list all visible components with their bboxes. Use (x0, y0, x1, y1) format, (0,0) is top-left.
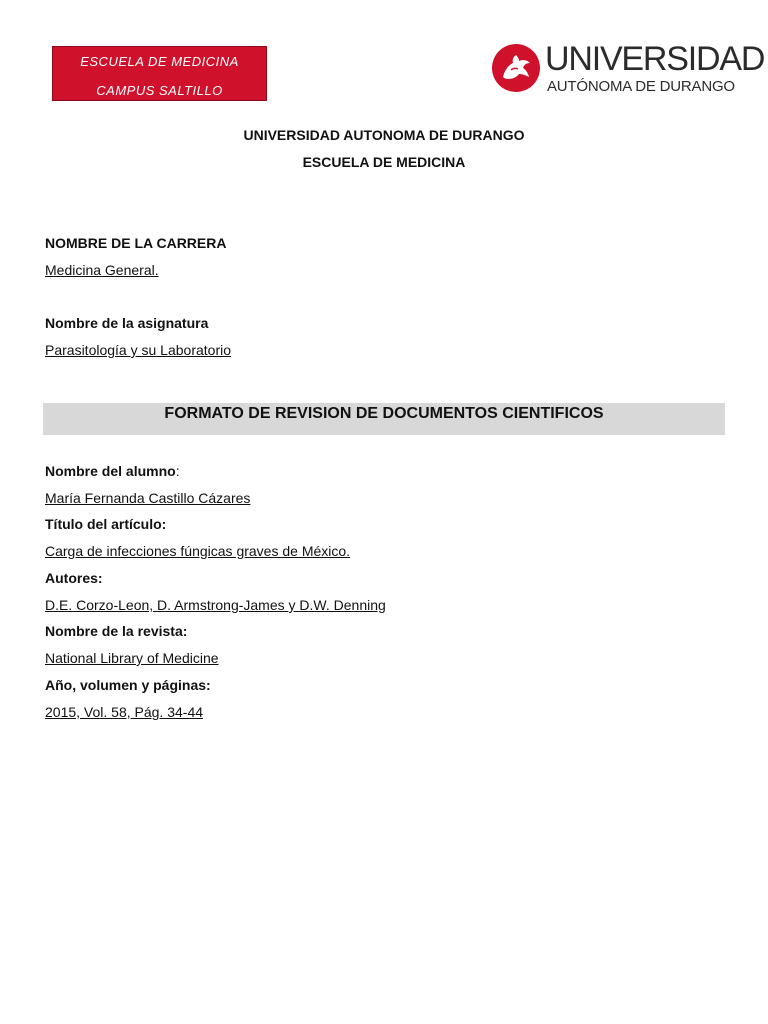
university-emblem-icon (491, 43, 541, 93)
authors-value: D.E. Corzo-Leon, D. Armstrong-James y D.W. Denning (45, 597, 386, 613)
campus-logo-line2: CAMPUS SALTILLO (96, 83, 223, 98)
student-label-row (45, 463, 180, 479)
university-logo (487, 38, 765, 102)
university-logo-word: UNIVERSIDAD (545, 40, 765, 78)
career-label: NOMBRE DE LA CARRERA (45, 235, 227, 251)
article-value: Carga de infecciones fúngicas graves de México. (45, 543, 351, 559)
university-title: UNIVERSIDAD AUTONOMA DE DURANGO (243, 127, 525, 143)
format-title-bar (43, 403, 725, 435)
article-label: Título del artículo: (45, 516, 167, 532)
career-value: Medicina General. (45, 262, 159, 278)
authors-label: Autores: (45, 570, 103, 586)
format-title: FORMATO DE REVISION DE DOCUMENTOS CIENTIFICOS (164, 405, 604, 422)
campus-logo-box (52, 46, 267, 101)
student-label: Nombre del alumno (45, 463, 176, 479)
subject-value: Parasitología y su Laboratorio (45, 342, 231, 358)
year-label: Año, volumen y páginas: (45, 677, 211, 693)
student-value: María Fernanda Castillo Cázares (45, 490, 251, 506)
campus-logo-line1: ESCUELA DE MEDICINA (80, 54, 239, 69)
year-value: 2015, Vol. 58, Pág. 34-44 (45, 704, 204, 720)
university-logo-subtitle: AUTÓNOMA DE DURANGO (547, 78, 735, 95)
subject-label: Nombre de la asignatura (45, 315, 209, 331)
school-title: ESCUELA DE MEDICINA (302, 154, 466, 170)
journal-value: National Library of Medicine (45, 650, 219, 666)
journal-label: Nombre de la revista: (45, 623, 188, 639)
student-label-colon: : (175, 463, 180, 479)
